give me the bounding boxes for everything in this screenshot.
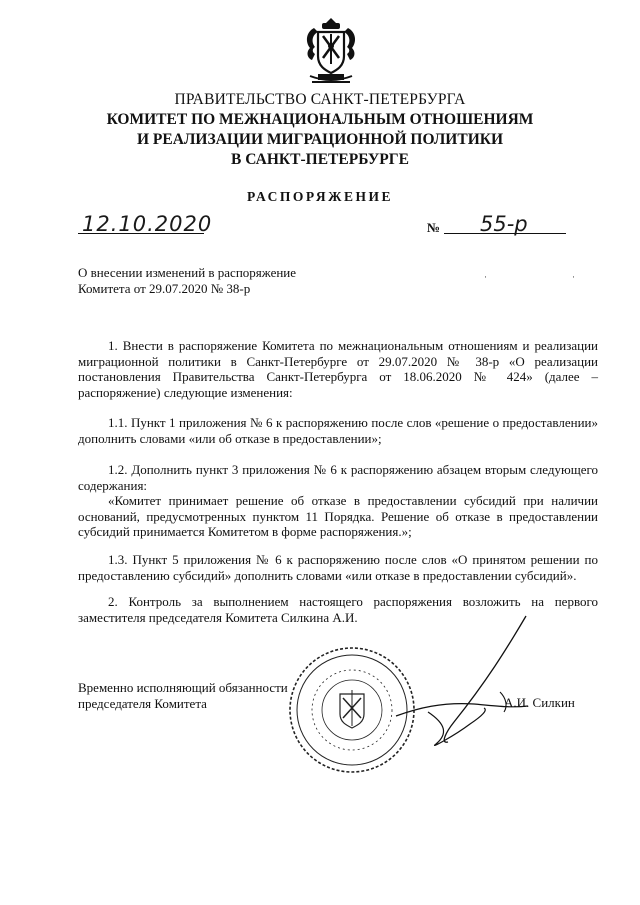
subject-line-2: Комитета от 29.07.2020 № 38-р xyxy=(78,280,251,296)
document-subject xyxy=(78,265,296,296)
paragraph-1-3: 1.3. Пункт 5 приложения № 6 к распоряжению после слов «О принятом решении по предоставлению субсидий» дополнить словами «или отказе в предоставлении субсидий». xyxy=(78,552,598,583)
signatory-position xyxy=(78,680,288,712)
document-number: 55-р xyxy=(480,212,528,236)
government-title: ПРАВИТЕЛЬСТВО САНКТ-ПЕТЕРБУРГА xyxy=(174,91,466,108)
committee-title-line-1: КОМИТЕТ ПО МЕЖНАЦИОНАЛЬНЫМ ОТНОШЕНИЯМ xyxy=(106,111,534,128)
paragraph-1-2-quote: «Комитет принимает решение об отказе в предоставлении субсидий при наличии оснований, предусмотренных пунктом 11 Порядка. Решение об отказе в предоставлении субсидий принимается Комитетом в форме распоряжения.»; xyxy=(78,493,598,540)
scan-speck: · xyxy=(572,272,575,282)
committee-title-line-2: И РЕАЛИЗАЦИИ МИГРАЦИОННОЙ ПОЛИТИКИ xyxy=(136,131,504,148)
handwritten-signature-icon xyxy=(388,612,538,760)
position-line-2: председателя Комитета xyxy=(78,696,207,711)
committee-title-line-3: В САНКТ-ПЕТЕРБУРГЕ xyxy=(231,151,409,168)
paragraph-1: 1. Внести в распоряжение Комитета по межнациональным отношениям и реализации миграционной политики в Санкт-Петербурге от 29.07.2020 № 38-р «О реализации постановления Правительства Санкт-Петербурга от 18.06.2020 № 424» (далее – распоряжение) следующие изменения: xyxy=(78,338,598,400)
paragraph-1-2: 1.2. Дополнить пункт 3 приложения № 6 к распоряжению абзацем вторым следующего содержания: xyxy=(78,462,598,493)
position-line-1: Временно исполняющий обязанности xyxy=(78,680,288,695)
paragraph-2: 2. Контроль за выполнением настоящего распоряжения возложить на первого заместителя председателя Комитета Силкина А.И. xyxy=(78,594,598,625)
paragraph-1-1: 1.1. Пункт 1 приложения № 6 к распоряжению после слов «решение о предоставлении» дополнить словами «или об отказе в предоставлении»; xyxy=(78,415,598,446)
scan-speck: · xyxy=(484,272,487,282)
signatory-name: А.И. Силкин xyxy=(504,695,575,710)
coat-of-arms-icon xyxy=(300,14,362,88)
number-sign: № xyxy=(427,220,441,235)
subject-line-1: О внесении изменений в распоряжение xyxy=(78,265,297,280)
document-date: 12.10.2020 xyxy=(82,212,213,236)
document-type: РАСПОРЯЖЕНИЕ xyxy=(246,189,394,204)
